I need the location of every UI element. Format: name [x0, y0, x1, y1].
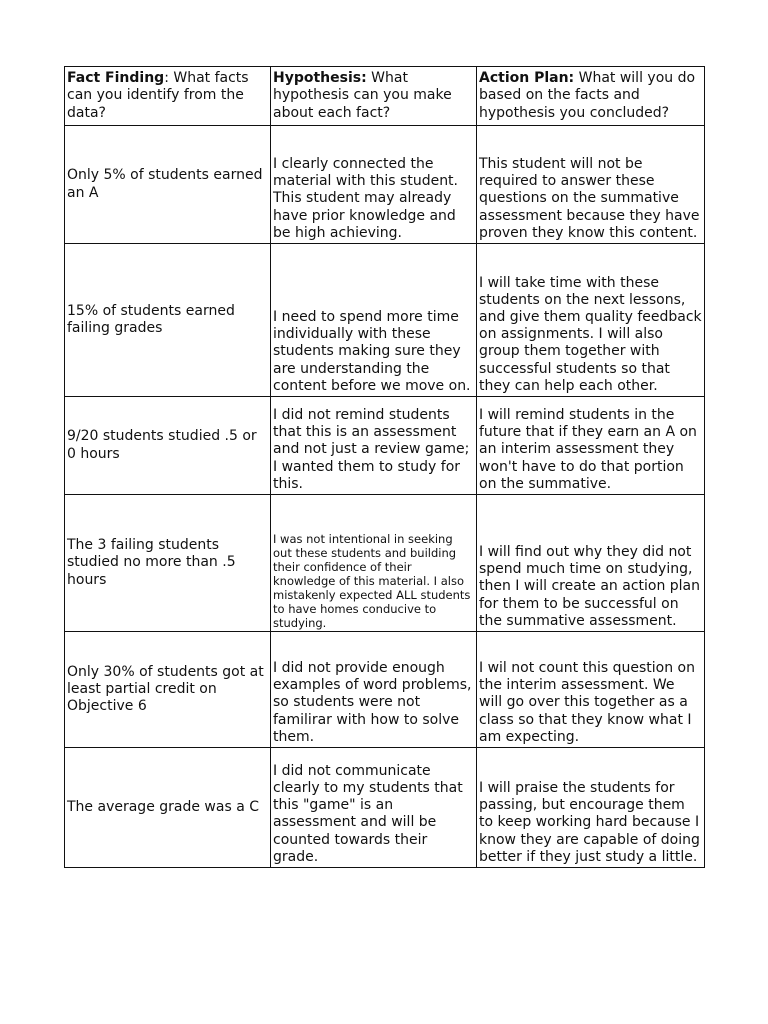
header-action-plan [477, 67, 705, 126]
fact-cell: Only 5% of students earned an A [65, 126, 271, 244]
table-header-row [65, 67, 705, 126]
data-analysis-table [64, 66, 705, 868]
hypothesis-cell: I was not intentional in seeking out these students and building their confidence of their knowledge of this material. I also mistakenly expected ALL students to have homes conducive to studying. [271, 495, 477, 632]
fact-cell: Only 30% of students got at least partial credit on Objective 6 [65, 632, 271, 748]
action-cell: I will take time with these students on the next lessons, and give them quality feedback on assignments. I will also group them together with successful students so that they can help each other. [477, 244, 705, 397]
table-row [65, 495, 705, 632]
header-hypothesis [271, 67, 477, 126]
action-cell: I wil not count this question on the interim assessment. We will go over this together as a class so that they know what I am expecting. [477, 632, 705, 748]
hypothesis-cell: I need to spend more time individually with these students making sure they are understanding the content before we move on. [271, 244, 477, 397]
hypothesis-cell: I did not communicate clearly to my students that this "game" is an assessment and will be counted towards their grade. [271, 748, 477, 868]
header-fact-finding [65, 67, 271, 126]
header-fact-finding-label: Fact Finding [67, 70, 165, 87]
action-cell: I will remind students in the future that if they earn an A on an interim assessment they won't have to do that portion on the summative. [477, 397, 705, 495]
header-action-plan-text: What will you do based on the facts and hypothesis you concluded? [479, 70, 696, 121]
hypothesis-cell: I did not remind students that this is an assessment and not just a review game; I wanted them to study for this. [271, 397, 477, 495]
fact-cell: The 3 failing students studied no more than .5 hours [65, 495, 271, 632]
fact-cell: 15% of students earned failing grades [65, 244, 271, 397]
action-cell: This student will not be required to answer these questions on the summative assessment because they have proven they know this content. [477, 126, 705, 244]
action-cell: I will praise the students for passing, but encourage them to keep working hard because I know they are capable of doing better if they just study a little. [477, 748, 705, 868]
hypothesis-cell: I did not provide enough examples of word problems, so students were not familirar with how to solve them. [271, 632, 477, 748]
header-hypothesis-text: What hypothesis can you make about each fact? [273, 70, 452, 121]
header-fact-finding-text: : What facts can you identify from the data? [67, 70, 249, 121]
fact-cell: The average grade was a C [65, 748, 271, 868]
header-hypothesis-label: Hypothesis: [273, 70, 367, 87]
hypothesis-cell: I clearly connected the material with this student. This student may already have prior knowledge and be high achieving. [271, 126, 477, 244]
table-row [65, 397, 705, 495]
table-row [65, 632, 705, 748]
action-cell: I will find out why they did not spend much time on studying, then I will create an action plan for them to be successful on the summative assessment. [477, 495, 705, 632]
header-action-plan-label: Action Plan: [479, 70, 575, 87]
table-row [65, 126, 705, 244]
table-row [65, 748, 705, 868]
table-row [65, 244, 705, 397]
fact-cell: 9/20 students studied .5 or 0 hours [65, 397, 271, 495]
